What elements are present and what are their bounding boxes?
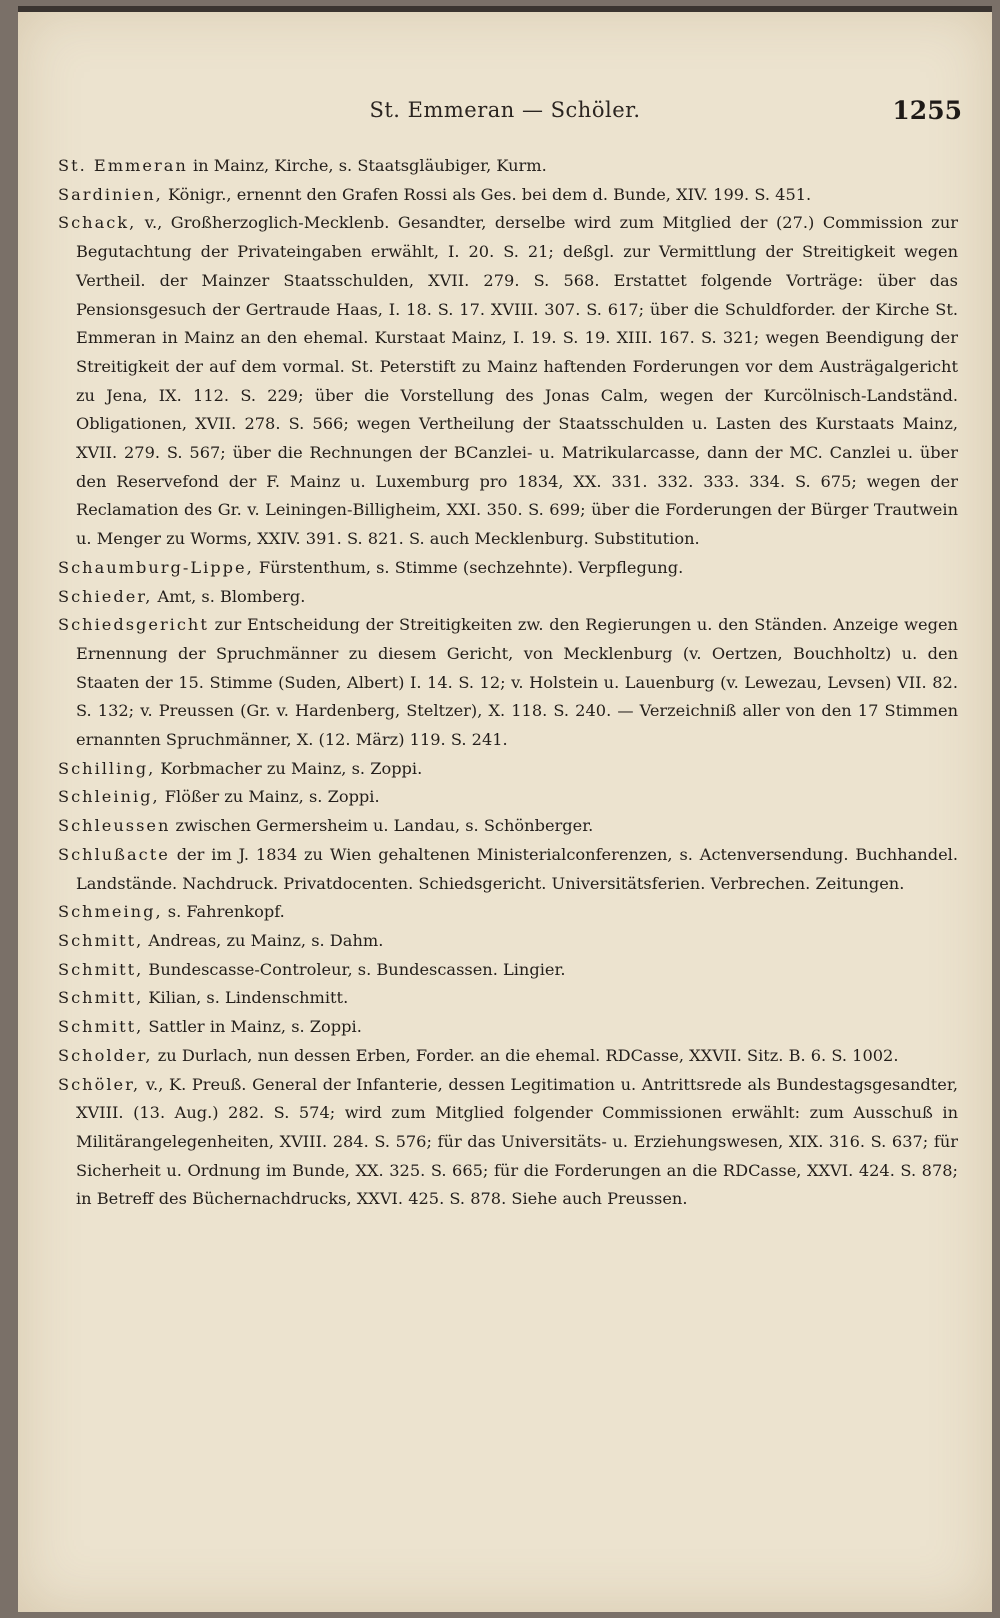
index-entry	[58, 583, 958, 612]
entry-headword: Schmitt,	[58, 1017, 144, 1037]
index-entry	[58, 812, 958, 841]
entry-headword: Schleinig,	[58, 787, 160, 807]
index-entry	[58, 611, 958, 755]
entry-headword: Schmeing,	[58, 902, 163, 922]
entry-headword: Sardinien,	[58, 184, 163, 204]
entry-text: Korbmacher zu Mainz, s. Zoppi.	[160, 758, 423, 778]
entry-headword: St. Emmeran	[58, 156, 188, 175]
entry-text: Bundescasse-Controleur, s. Bundescassen. Lingier.	[148, 959, 566, 979]
entry-text: s. Fahrenkopf.	[167, 902, 285, 922]
entry-headword: Schmitt,	[58, 959, 144, 979]
index-entry	[58, 841, 958, 898]
index-entry	[58, 181, 958, 210]
index-entry	[58, 1071, 958, 1215]
entry-headword: Scholder,	[58, 1045, 153, 1065]
entry-text: Andreas, zu Mainz, s. Dahm.	[148, 930, 384, 950]
entry-headword: Schack,	[58, 213, 137, 233]
entry-headword: Schilling,	[58, 758, 156, 778]
entry-text: zu Durlach, nun dessen Erben, Forder. an die ehemal. RDCasse, XXVII. Sitz. B. 6. S. 1002.	[157, 1045, 899, 1065]
index-entry	[58, 783, 958, 812]
index-entry	[58, 984, 958, 1013]
entry-headword: Schlußacte	[58, 844, 170, 864]
entry-text: zur Entscheidung der Streitigkeiten zw. den Regierungen u. den Ständen. Anzeige wegen Ernennung der Spruchmänner zu diesem Gericht, von Mecklenburg (v. Oertzen, Bouchholtz) u. den Staaten der 15. Stimme (Suden, Albert) I. 14. S. 12; v. Holstein u. Lauenburg (v. Lewezau, Levsen) VII. 82. S. 132; v. Preussen (Gr. v. Hardenberg, Steltzer), X. 118. S. 240. — Verzeichniß aller von den 17 Stimmen ernannten Spruchmänner, X. (12. März) 119. S. 241.	[76, 615, 958, 750]
entry-headword: Schleussen	[58, 816, 171, 836]
entry-headword: Schieder,	[58, 586, 153, 606]
entry-headword: Schaumburg-Lippe,	[58, 557, 254, 577]
entry-headword: Schmitt,	[58, 930, 144, 950]
index-entry	[58, 755, 958, 784]
document-page	[18, 6, 992, 1612]
index-entry	[58, 898, 958, 927]
page-number: 1255	[892, 96, 962, 125]
entry-text: v., K. Preuß. General der Infanterie, dessen Legitimation u. Antrittsrede als Bundestagsgesandter, XVIII. (13. Aug.) 282. S. 574; wird zum Mitglied folgender Commissionen erwählt: zum Ausschuß in Militärangelegenheiten, XVIII. 284. S. 576; für das Universitäts- u. Erziehungswesen, XIX. 316. S. 637; für Sicherheit u. Ordnung im Bunde, XX. 325. S. 665; für die Forderungen an die RDCasse, XXVI. 424. S. 878; in Betreff des Büchernachdrucks, XXVI. 425. S. 878. Siehe auch Preussen.	[76, 1074, 958, 1209]
entry-text: Kilian, s. Lindenschmitt.	[148, 988, 349, 1008]
entry-text: der im J. 1834 zu Wien gehaltenen Ministerialconferenzen, s. Actenversendung. Buchhandel. Landstände. Nachdruck. Privatdocenten. Schiedsgericht. Universitätsferien. Verbrechen. Zeitungen.	[76, 844, 958, 893]
index-entry	[58, 554, 958, 583]
index-entry	[58, 209, 958, 553]
entry-headword: Schöler,	[58, 1074, 141, 1094]
entry-text: Sattler in Mainz, s. Zoppi.	[148, 1017, 362, 1037]
entry-text: Fürstenthum, s. Stimme (sechzehnte). Verpflegung.	[258, 557, 684, 577]
entry-text: Flößer zu Mainz, s. Zoppi.	[164, 787, 380, 807]
page-header	[18, 98, 992, 138]
index-entry	[58, 956, 958, 985]
entry-headword: Schmitt,	[58, 988, 144, 1008]
index-entries	[58, 152, 958, 1214]
entry-text: zwischen Germersheim u. Landau, s. Schönberger.	[175, 816, 594, 836]
running-title: St. Emmeran — Schöler.	[369, 98, 641, 122]
entry-text: Königr., ernennt den Grafen Rossi als Ges. bei dem d. Bunde, XIV. 199. S. 451.	[167, 184, 812, 204]
index-entry	[58, 1042, 958, 1071]
entry-headword: Schiedsgericht	[58, 615, 209, 635]
index-entry	[58, 927, 958, 956]
index-entry	[58, 1013, 958, 1042]
entry-text: in Mainz, Kirche, s. Staatsgläubiger, Kurm.	[192, 156, 547, 175]
entry-text: v., Großherzoglich-Mecklenb. Gesandter, derselbe wird zum Mitglied der (27.) Commission zur Begutachtung der Privateingaben erwählt, I. 20. S. 21; deßgl. zur Vermittlung der Streitigkeit wegen Vertheil. der Mainzer Staatsschulden, XVII. 279. S. 568. Erstattet folgende Vorträge: über das Pensionsgesuch der Gertraude Haas, I. 18. S. 17. XVIII. 307. S. 617; über die Schuldforder. der Kirche St. Emmeran in Mainz an den ehemal. Kurstaat Mainz, I. 19. S. 19. XIII. 167. S. 321; wegen Beendigung der Streitigkeit der auf dem vormal. St. Peterstift zu Mainz haftenden Forderungen vor dem Austrägalgericht zu Jena, IX. 112. S. 229; über die Vorstellung des Jonas Calm, wegen der Kurcölnisch-Landständ. Obligationen, XVII. 278. S. 566; wegen Vertheilung der Staatsschulden u. Lasten des Kurstaats Mainz, XVII. 279. S. 567; über die Rechnungen der BCanzlei- u. Matrikularcasse, dann der MC. Canzlei u. über den Reservefond der F. Mainz u. Luxemburg pro 1834, XX. 331. 332. 333. 334. S. 675; wegen der Reclamation des Gr. v. Leiningen-Billigheim, XXI. 350. S. 699; über die Forderungen der Bürger Trautwein u. Menger zu Worms, XXIV. 391. S. 821. S. auch Mecklenburg. Substitution.	[76, 213, 958, 549]
index-entry	[58, 152, 958, 181]
entry-text: Amt, s. Blomberg.	[157, 586, 306, 606]
